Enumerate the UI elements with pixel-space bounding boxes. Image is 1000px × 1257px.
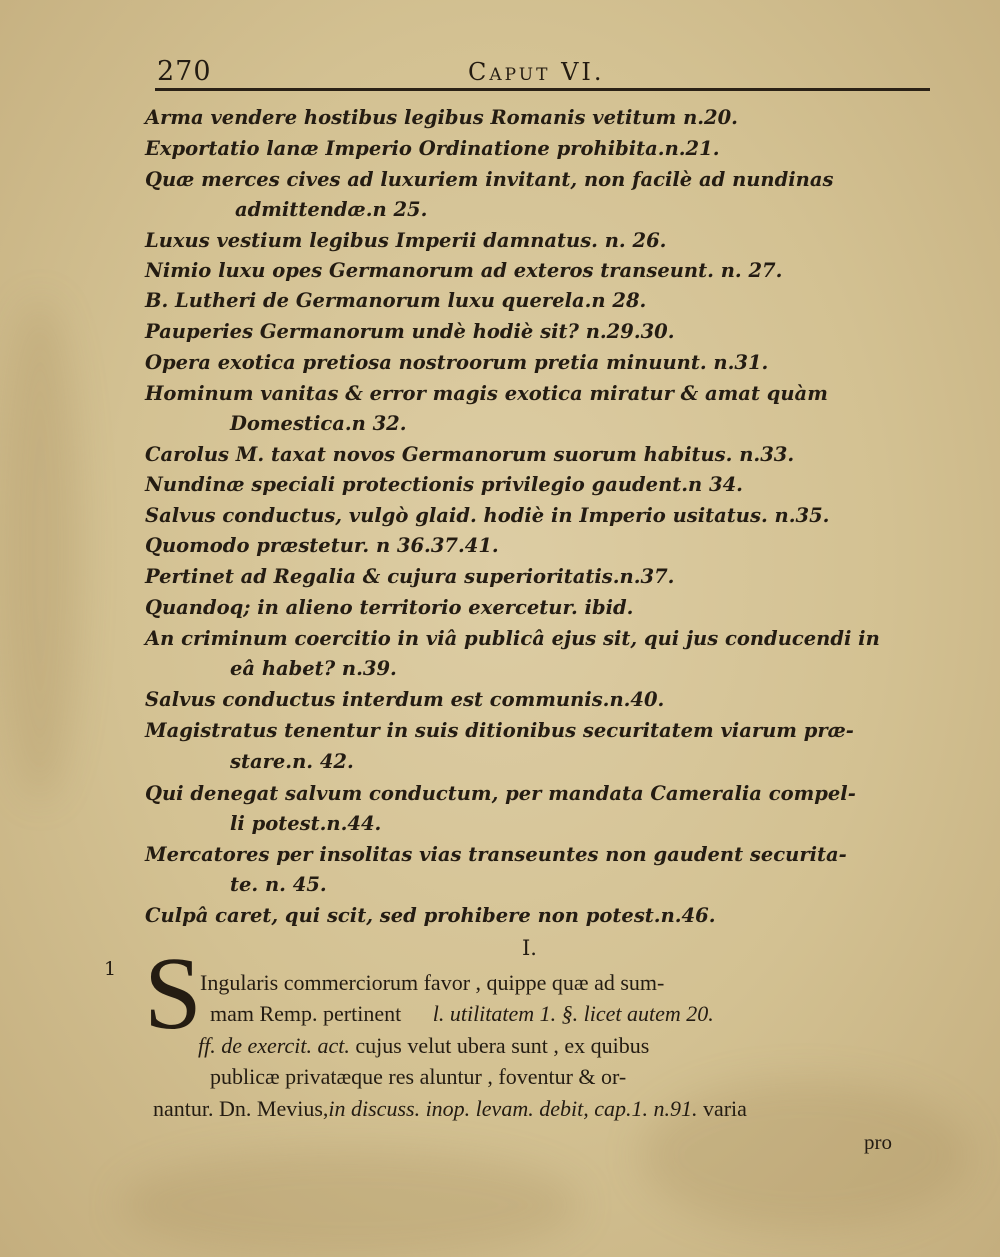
page-number: 270	[157, 56, 212, 87]
summary-entry-continuation: stare.n. 42.	[230, 750, 354, 773]
summary-entry: Culpâ caret, qui scit, sed prohibere non potest.n.46.	[145, 904, 716, 927]
summary-entry: Nundinæ speciali protectionis privilegio gaudent.n 34.	[145, 473, 743, 496]
summary-entry: Luxus vestium legibus Imperii damnatus. n. 26.	[145, 229, 667, 252]
summary-entry-continuation: li potest.n.44.	[230, 812, 382, 835]
body-text: mam Remp. pertinent	[210, 1001, 402, 1026]
summary-entry: Pauperies Germanorum undè hodiè sit? n.29.30.	[145, 320, 675, 343]
body-line	[153, 1096, 747, 1122]
summary-entry: Quæ merces cives ad luxuriem invitant, non facilè ad nundinas	[145, 168, 834, 191]
summary-entry: Pertinet ad Regalia & cujura superioritatis.n.37.	[145, 565, 675, 588]
header-rule	[155, 88, 930, 91]
summary-entry: Exportatio lanæ Imperio Ordinatione prohibita.n.21.	[145, 137, 720, 160]
body-text: varia	[697, 1096, 747, 1121]
running-title: Caput VI.	[468, 58, 605, 86]
body-text: Ingularis commerciorum favor , quippe quæ ad sum-	[200, 970, 665, 995]
page-header	[155, 52, 930, 92]
summary-entry: Mercatores per insolitas vias transeuntes non gaudent securita-	[145, 843, 847, 866]
summary-entry: Carolus M. taxat novos Germanorum suorum habitus. n.33.	[145, 443, 795, 466]
summary-entry: Qui denegat salvum conductum, per mandata Cameralia compel-	[145, 782, 856, 805]
summary-entry-continuation: eâ habet? n.39.	[230, 657, 397, 680]
citation-text: in discuss. inop. levam. debit, cap.1. n.91.	[328, 1096, 698, 1121]
drop-cap: S	[144, 936, 202, 1051]
citation-text: ff. de exercit. act.	[198, 1033, 350, 1058]
body-text: publicæ privatæque res aluntur , foventur & or-	[210, 1064, 627, 1089]
margin-number: 1	[104, 958, 117, 980]
paper-stain	[120, 1150, 580, 1257]
body-line	[210, 1001, 714, 1027]
section-number: I.	[522, 936, 537, 960]
body-text: nantur. Dn. Mevius,	[153, 1096, 329, 1121]
summary-entry-continuation: admittendæ.n 25.	[235, 198, 428, 221]
body-line	[210, 1064, 626, 1090]
citation-text: l. utilitatem 1. §. licet autem 20.	[432, 1001, 714, 1026]
summary-entry: B. Lutheri de Germanorum luxu querela.n 28.	[145, 289, 647, 312]
summary-entry-continuation: Domestica.n 32.	[230, 412, 407, 435]
summary-entry: Magistratus tenentur in suis ditionibus securitatem viarum præ-	[145, 719, 854, 742]
body-line	[200, 970, 664, 996]
summary-entry: Opera exotica pretiosa nostroorum pretia minuunt. n.31.	[145, 351, 769, 374]
catchword: pro	[864, 1130, 892, 1154]
paper-stain	[0, 300, 80, 800]
summary-entry: Quomodo præstetur. n 36.37.41.	[145, 534, 499, 557]
body-text: cujus velut ubera sunt , ex quibus	[349, 1033, 650, 1058]
body-line	[198, 1033, 649, 1059]
summary-entry: An criminum coercitio in viâ publicâ ejus sit, qui jus conducendi in	[145, 627, 880, 650]
summary-entry: Salvus conductus, vulgò glaid. hodiè in Imperio usitatus. n.35.	[145, 504, 830, 527]
summary-entry: Quandoq; in alieno territorio exercetur. ibid.	[145, 596, 634, 619]
summary-entry: Salvus conductus interdum est communis.n.40.	[145, 688, 665, 711]
summary-entry: Hominum vanitas & error magis exotica miratur & amat quàm	[145, 382, 828, 405]
summary-entry: Nimio luxu opes Germanorum ad exteros transeunt. n. 27.	[145, 259, 783, 282]
summary-entry: Arma vendere hostibus legibus Romanis vetitum n.20.	[145, 106, 738, 129]
summary-entry-continuation: te. n. 45.	[230, 873, 327, 896]
